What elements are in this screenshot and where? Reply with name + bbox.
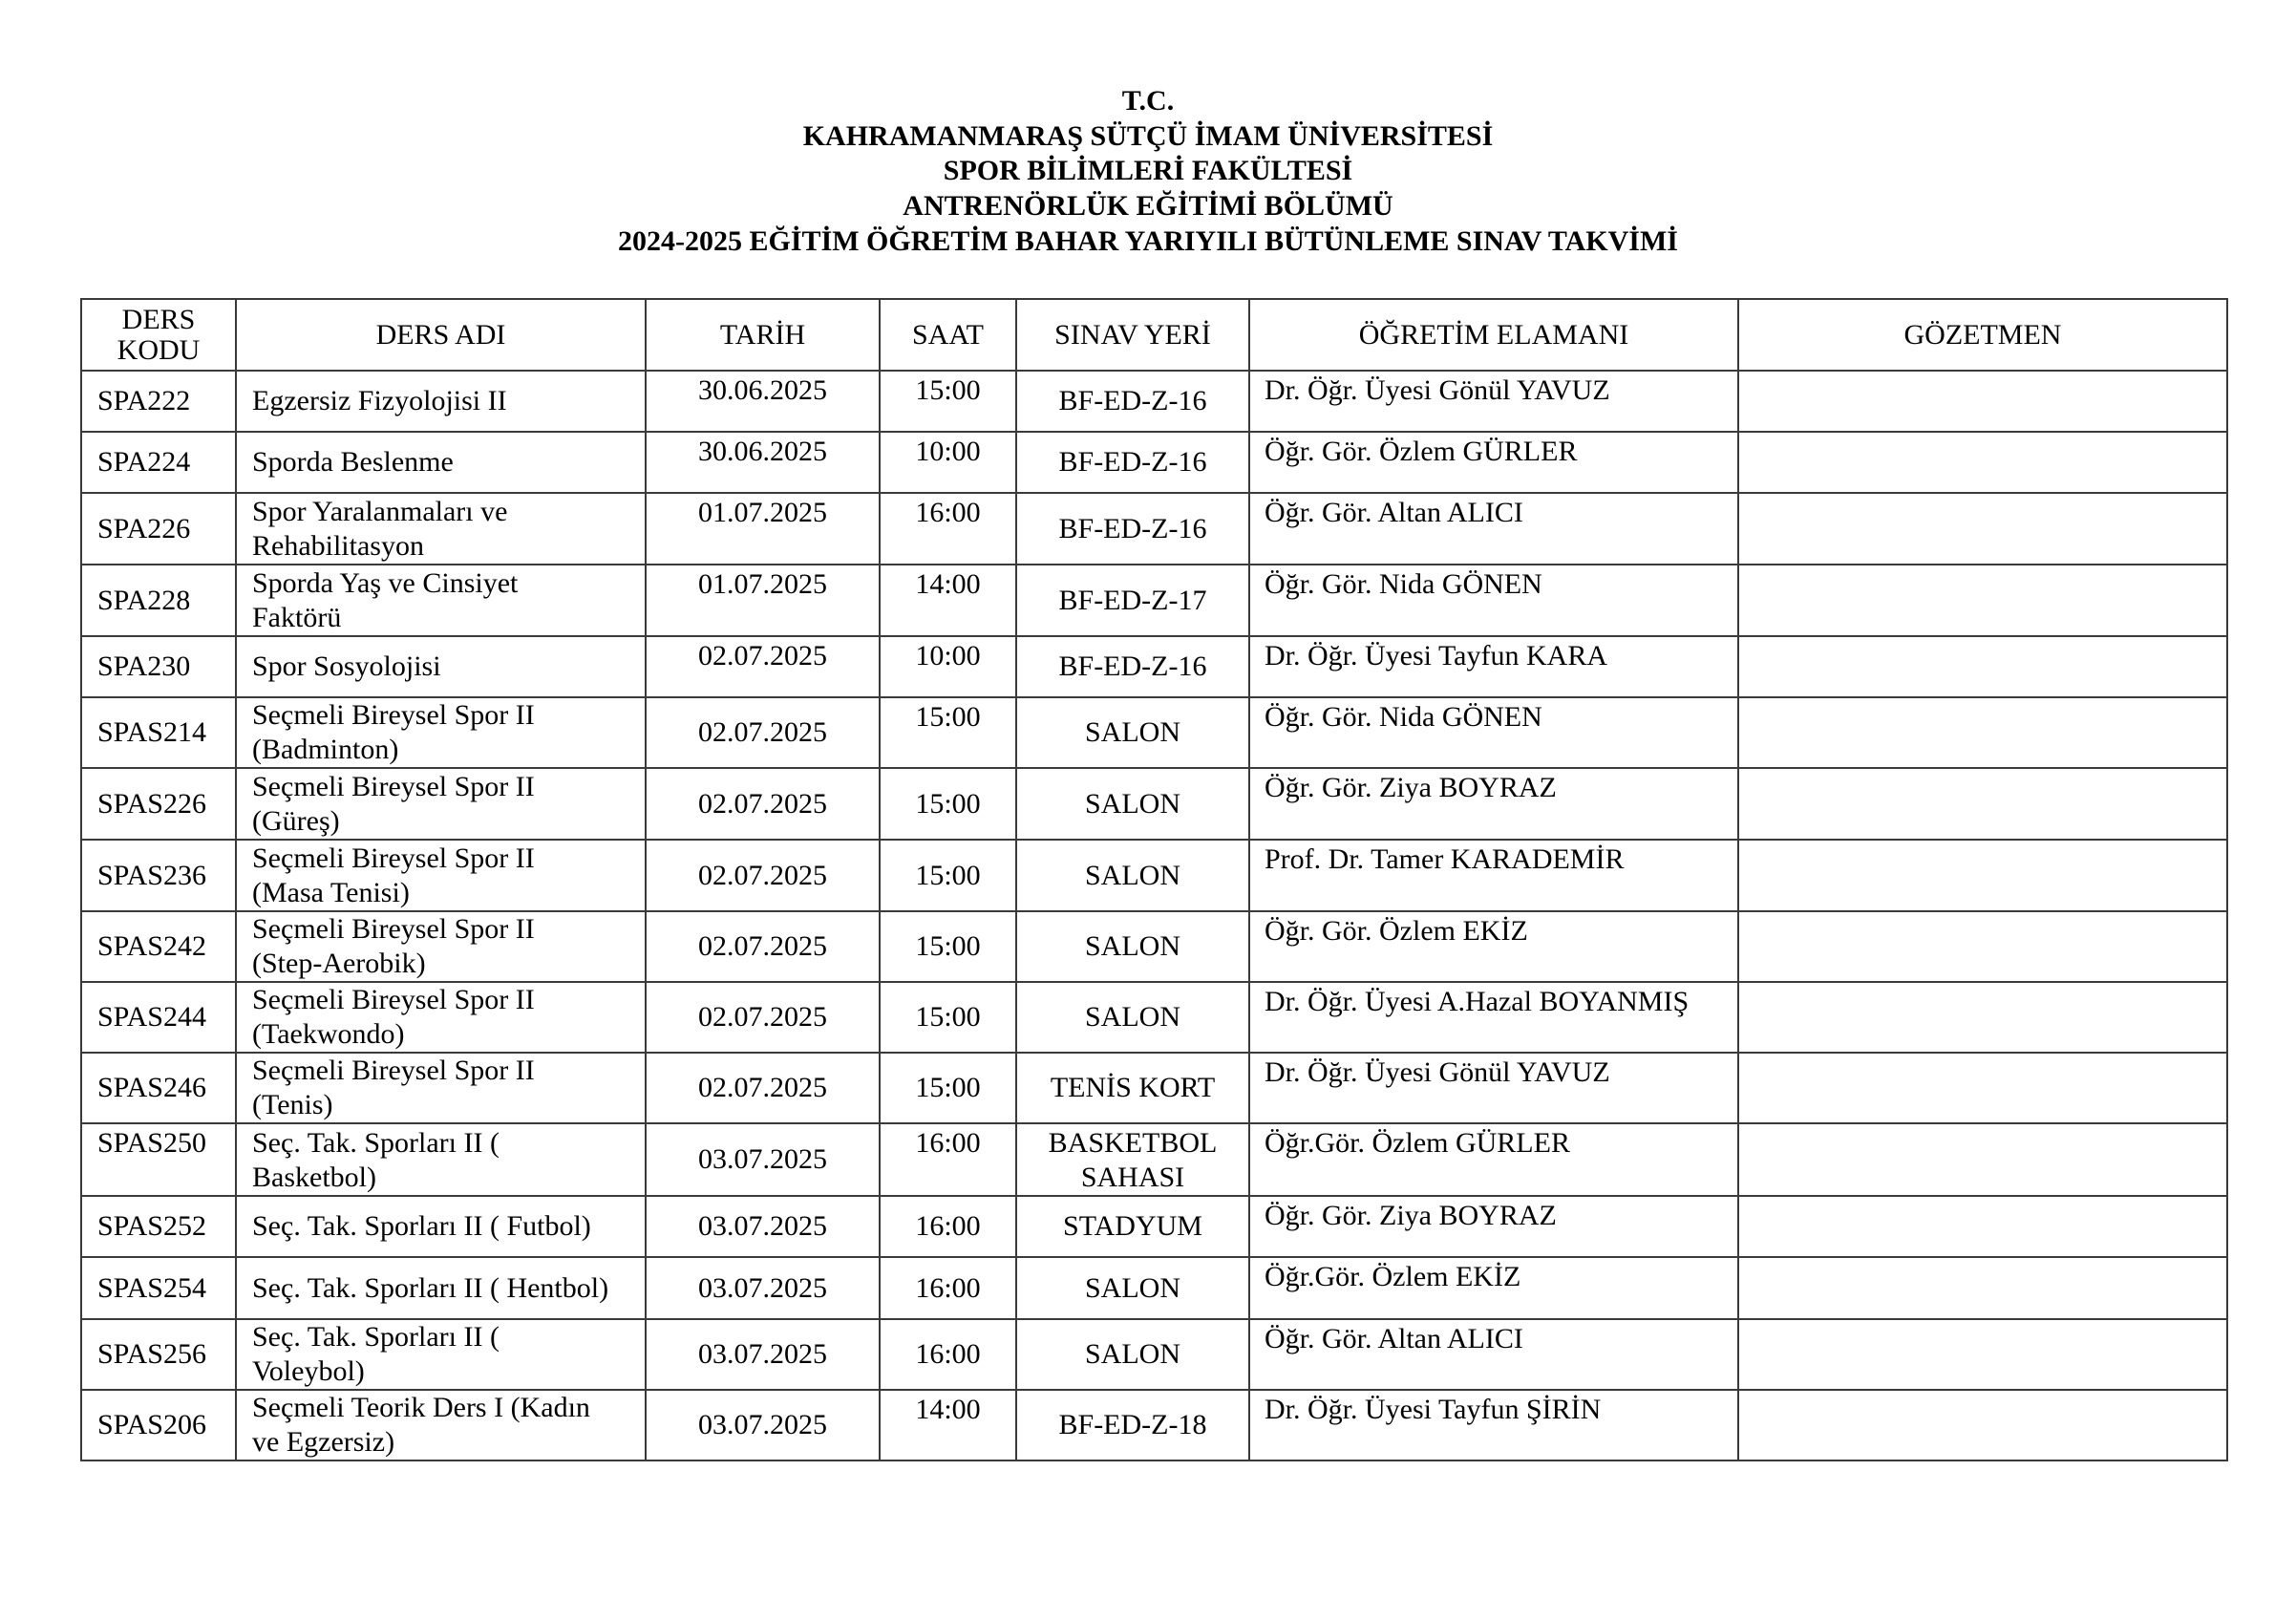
supervisor-cell — [1738, 565, 2227, 636]
table-row — [81, 1123, 2227, 1196]
title-department: ANTRENÖRLÜK EĞİTİMİ BÖLÜMÜ — [903, 189, 1393, 222]
course-name-cell — [236, 1257, 646, 1319]
course-name-cell — [236, 840, 646, 911]
exam-date-cell: 02.07.2025 — [646, 840, 880, 911]
exam-date-cell: 03.07.2025 — [646, 1319, 880, 1390]
exam-place-line: SALON — [1084, 716, 1180, 748]
table-row — [81, 1390, 2227, 1460]
exam-place-line: SALON — [1084, 1001, 1180, 1033]
exam-time-cell: 15:00 — [880, 982, 1016, 1053]
instructor-cell: Dr. Öğr. Üyesi Tayfun KARA — [1249, 636, 1738, 697]
course-name-cell — [236, 982, 646, 1053]
exam-place-cell — [1016, 911, 1249, 982]
course-code-cell: SPA226 — [81, 493, 236, 565]
course-name-line: Egzersiz Fizyolojisi II — [252, 385, 507, 416]
course-name-cell — [236, 697, 646, 768]
title-university: KAHRAMANMARAŞ SÜTÇÜ İMAM ÜNİVERSİTESİ — [802, 119, 1494, 152]
exam-time-cell: 14:00 — [880, 565, 1016, 636]
supervisor-cell — [1738, 1257, 2227, 1319]
column-header-code-line2: KODU — [117, 333, 201, 366]
course-code-cell: SPAS252 — [81, 1196, 236, 1257]
exam-date-cell: 03.07.2025 — [646, 1123, 880, 1196]
exam-place-cell — [1016, 1319, 1249, 1390]
course-code-cell: SPAS244 — [81, 982, 236, 1053]
supervisor-cell — [1738, 371, 2227, 432]
course-code-cell: SPAS242 — [81, 911, 236, 982]
course-name-cell — [236, 1319, 646, 1390]
supervisor-cell — [1738, 697, 2227, 768]
document-title-block — [0, 84, 2296, 260]
supervisor-cell — [1738, 911, 2227, 982]
exam-time-cell: 10:00 — [880, 636, 1016, 697]
course-code-cell: SPAS206 — [81, 1390, 236, 1460]
exam-place-line: SALON — [1084, 787, 1180, 820]
table-row — [81, 840, 2227, 911]
course-name-line: (Masa Tenisi) — [252, 876, 410, 908]
instructor-cell: Öğr. Gör. Ziya BOYRAZ — [1249, 768, 1738, 840]
instructor-cell: Öğr. Gör. Nida GÖNEN — [1249, 697, 1738, 768]
exam-place-cell — [1016, 1257, 1249, 1319]
exam-time-cell: 15:00 — [880, 371, 1016, 432]
exam-time-cell: 15:00 — [880, 840, 1016, 911]
table-row — [81, 432, 2227, 493]
table-row — [81, 768, 2227, 840]
course-name-cell — [236, 636, 646, 697]
instructor-cell: Öğr. Gör. Nida GÖNEN — [1249, 565, 1738, 636]
exam-place-line: BF-ED-Z-16 — [1058, 385, 1207, 416]
supervisor-cell — [1738, 1390, 2227, 1460]
course-code-cell: SPA222 — [81, 371, 236, 432]
course-name-line: Sporda Beslenme — [252, 446, 454, 478]
course-name-line: Seçmeli Bireysel Spor II — [252, 842, 535, 874]
column-header-supervisor: GÖZETMEN — [1738, 299, 2227, 371]
exam-place-cell — [1016, 371, 1249, 432]
course-name-line: Seçmeli Bireysel Spor II — [252, 1055, 535, 1086]
table-row — [81, 697, 2227, 768]
course-name-line: (Tenis) — [252, 1089, 333, 1120]
exam-time-cell: 15:00 — [880, 697, 1016, 768]
table-row — [81, 371, 2227, 432]
exam-place-cell — [1016, 565, 1249, 636]
course-name-line: Seçmeli Bireysel Spor II — [252, 984, 535, 1015]
exam-place-cell — [1016, 432, 1249, 493]
course-name-line: Seç. Tak. Sporları II ( Futbol) — [252, 1210, 591, 1242]
exam-time-cell: 15:00 — [880, 911, 1016, 982]
table-row — [81, 1196, 2227, 1257]
supervisor-cell — [1738, 768, 2227, 840]
course-name-cell — [236, 911, 646, 982]
course-name-line: (Step-Aerobik) — [252, 948, 426, 979]
instructor-cell: Öğr. Gör. Özlem EKİZ — [1249, 911, 1738, 982]
supervisor-cell — [1738, 1053, 2227, 1123]
course-name-cell — [236, 493, 646, 565]
exam-place-cell — [1016, 493, 1249, 565]
course-name-line: Seç. Tak. Sporları II ( — [252, 1127, 500, 1159]
supervisor-cell — [1738, 1123, 2227, 1196]
column-header-instructor: ÖĞRETİM ELAMANI — [1249, 299, 1738, 371]
exam-place-cell — [1016, 636, 1249, 697]
exam-place-line: SALON — [1084, 1338, 1180, 1370]
exam-date-cell: 30.06.2025 — [646, 432, 880, 493]
exam-place-cell — [1016, 1390, 1249, 1460]
exam-place-line: SALON — [1084, 1271, 1180, 1304]
exam-date-cell: 02.07.2025 — [646, 697, 880, 768]
table-row — [81, 493, 2227, 565]
course-name-line: Faktörü — [252, 601, 342, 633]
table-row — [81, 565, 2227, 636]
instructor-cell: Öğr.Gör. Özlem GÜRLER — [1249, 1123, 1738, 1196]
exam-place-cell — [1016, 1123, 1249, 1196]
exam-place-line: BF-ED-Z-18 — [1058, 1409, 1207, 1440]
exam-time-cell: 16:00 — [880, 1196, 1016, 1257]
course-name-line: Rehabilitasyon — [252, 529, 424, 562]
table-row — [81, 1053, 2227, 1123]
course-name-line: Spor Yaralanmaları ve — [252, 495, 508, 527]
exam-time-cell: 16:00 — [880, 1257, 1016, 1319]
exam-place-cell — [1016, 840, 1249, 911]
supervisor-cell — [1738, 432, 2227, 493]
exam-place-line: SALON — [1084, 930, 1180, 962]
course-name-cell — [236, 565, 646, 636]
exam-place-cell — [1016, 1053, 1249, 1123]
instructor-cell: Öğr. Gör. Ziya BOYRAZ — [1249, 1196, 1738, 1257]
exam-date-cell: 30.06.2025 — [646, 371, 880, 432]
exam-date-cell: 02.07.2025 — [646, 911, 880, 982]
column-header-code-line1: DERS — [121, 303, 196, 335]
supervisor-cell — [1738, 1319, 2227, 1390]
course-name-line: Seç. Tak. Sporları II ( Hentbol) — [252, 1271, 609, 1304]
course-code-cell: SPAS226 — [81, 768, 236, 840]
instructor-cell: Öğr.Gör. Özlem EKİZ — [1249, 1257, 1738, 1319]
course-name-cell — [236, 1123, 646, 1196]
exam-date-cell: 03.07.2025 — [646, 1257, 880, 1319]
table-header-row — [81, 299, 2227, 371]
exam-schedule-table — [80, 298, 2228, 1461]
course-code-cell: SPA224 — [81, 432, 236, 493]
column-header-place: SINAV YERİ — [1016, 299, 1249, 371]
course-name-line: Voleybol) — [252, 1355, 365, 1387]
course-name-line: Basketbol) — [252, 1162, 376, 1193]
table-row — [81, 1319, 2227, 1390]
course-name-line: Seçmeli Bireysel Spor II — [252, 770, 535, 802]
exam-place-line: BF-ED-Z-16 — [1058, 512, 1207, 544]
course-code-cell: SPAS236 — [81, 840, 236, 911]
exam-time-cell: 16:00 — [880, 493, 1016, 565]
exam-place-line: STADYUM — [1063, 1210, 1202, 1242]
course-name-line: Seç. Tak. Sporları II ( — [252, 1321, 500, 1353]
exam-date-cell: 02.07.2025 — [646, 1053, 880, 1123]
supervisor-cell — [1738, 493, 2227, 565]
exam-date-cell: 02.07.2025 — [646, 768, 880, 840]
title-exam-schedule: 2024-2025 EĞİTİM ÖĞRETİM BAHAR YARIYILI BÜTÜNLEME SINAV TAKVİMİ — [618, 225, 1678, 257]
supervisor-cell — [1738, 840, 2227, 911]
course-name-cell — [236, 1196, 646, 1257]
supervisor-cell — [1738, 636, 2227, 697]
instructor-cell: Öğr. Gör. Altan ALICI — [1249, 1319, 1738, 1390]
course-code-cell: SPAS250 — [81, 1123, 236, 1196]
instructor-cell: Öğr. Gör. Özlem GÜRLER — [1249, 432, 1738, 493]
supervisor-cell — [1738, 982, 2227, 1053]
instructor-cell: Dr. Öğr. Üyesi Gönül YAVUZ — [1249, 371, 1738, 432]
exam-place-cell — [1016, 768, 1249, 840]
course-name-line: ve Egzersiz) — [252, 1426, 395, 1458]
course-name-line: (Badminton) — [252, 734, 399, 765]
instructor-cell: Dr. Öğr. Üyesi Gönül YAVUZ — [1249, 1053, 1738, 1123]
exam-time-cell: 16:00 — [880, 1319, 1016, 1390]
exam-date-cell: 03.07.2025 — [646, 1390, 880, 1460]
title-faculty: SPOR BİLİMLERİ FAKÜLTESİ — [943, 155, 1353, 186]
exam-place-line: SALON — [1084, 859, 1180, 891]
supervisor-cell — [1738, 1196, 2227, 1257]
exam-place-line: BF-ED-Z-16 — [1058, 650, 1207, 682]
table-row — [81, 636, 2227, 697]
course-code-cell: SPAS254 — [81, 1257, 236, 1319]
column-header-code — [81, 299, 236, 371]
course-name-line: (Taekwondo) — [252, 1018, 405, 1050]
column-header-date: TARİH — [646, 299, 880, 371]
instructor-cell: Dr. Öğr. Üyesi Tayfun ŞİRİN — [1249, 1390, 1738, 1460]
course-name-line: Seçmeli Bireysel Spor II — [252, 699, 535, 731]
exam-date-cell: 03.07.2025 — [646, 1196, 880, 1257]
instructor-cell: Dr. Öğr. Üyesi A.Hazal BOYANMIŞ — [1249, 982, 1738, 1053]
course-code-cell: SPA228 — [81, 565, 236, 636]
exam-time-cell: 10:00 — [880, 432, 1016, 493]
table-row — [81, 911, 2227, 982]
exam-place-line: BF-ED-Z-17 — [1058, 584, 1207, 616]
exam-place-line: BASKETBOL — [1048, 1127, 1218, 1159]
course-name-cell — [236, 1053, 646, 1123]
exam-time-cell: 15:00 — [880, 1053, 1016, 1123]
course-code-cell: SPAS246 — [81, 1053, 236, 1123]
course-name-cell — [236, 371, 646, 432]
exam-place-line: SAHASI — [1080, 1162, 1185, 1193]
exam-time-cell: 14:00 — [880, 1390, 1016, 1460]
course-name-cell — [236, 432, 646, 493]
instructor-cell: Öğr. Gör. Altan ALICI — [1249, 493, 1738, 565]
course-name-line: Spor Sosyolojisi — [252, 650, 441, 682]
exam-date-cell: 02.07.2025 — [646, 982, 880, 1053]
table-row — [81, 982, 2227, 1053]
exam-place-cell — [1016, 1196, 1249, 1257]
exam-date-cell: 02.07.2025 — [646, 636, 880, 697]
exam-place-cell — [1016, 982, 1249, 1053]
course-name-line: (Güreş) — [252, 804, 340, 837]
exam-date-cell: 01.07.2025 — [646, 493, 880, 565]
course-name-cell — [236, 768, 646, 840]
exam-time-cell: 16:00 — [880, 1123, 1016, 1196]
column-header-time: SAAT — [880, 299, 1016, 371]
exam-time-cell: 15:00 — [880, 768, 1016, 840]
course-name-cell — [236, 1390, 646, 1460]
course-code-cell: SPAS214 — [81, 697, 236, 768]
course-name-line: Seçmeli Bireysel Spor II — [252, 913, 535, 945]
exam-place-cell — [1016, 697, 1249, 768]
title-country: T.C. — [1121, 85, 1175, 117]
course-code-cell: SPAS256 — [81, 1319, 236, 1390]
instructor-cell: Prof. Dr. Tamer KARADEMİR — [1249, 840, 1738, 911]
course-name-line: Seçmeli Teorik Ders I (Kadın — [252, 1392, 590, 1423]
table-row — [81, 1257, 2227, 1319]
exam-date-cell: 01.07.2025 — [646, 565, 880, 636]
column-header-name: DERS ADI — [236, 299, 646, 371]
course-code-cell: SPA230 — [81, 636, 236, 697]
course-name-line: Sporda Yaş ve Cinsiyet — [252, 566, 519, 599]
exam-place-line: TENİS KORT — [1050, 1072, 1216, 1103]
exam-place-line: BF-ED-Z-16 — [1058, 446, 1207, 478]
